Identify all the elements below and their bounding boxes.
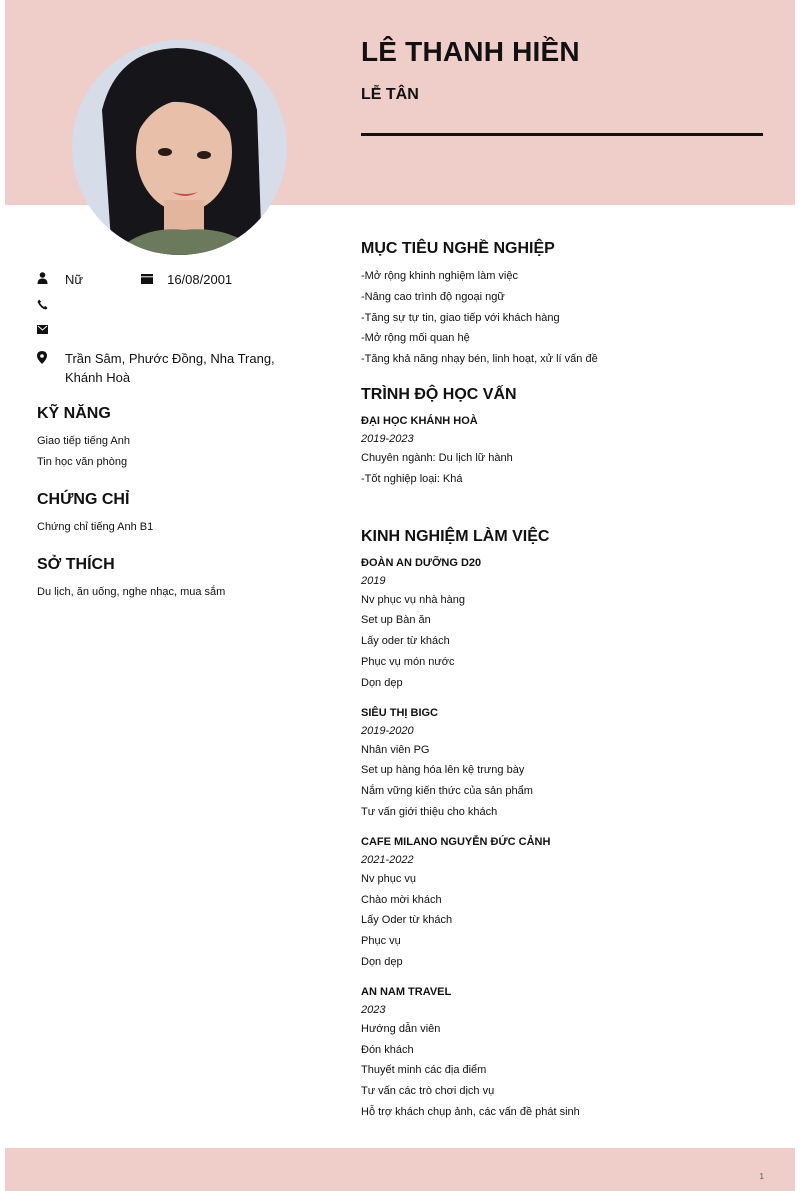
objective-item: -Tăng khả năng nhạy bén, linh hoạt, xử lí vấn đề — [361, 353, 598, 366]
phone-row — [37, 297, 327, 315]
job-entry — [361, 983, 781, 1123]
footer-band — [5, 1148, 795, 1191]
email-row — [37, 323, 327, 341]
education-title: TRÌNH ĐỘ HỌC VẤN — [361, 385, 517, 403]
experience-title: KINH NGHIỆM LÀM VIỆC — [361, 527, 550, 545]
job-duty: Set up Bàn ăn — [361, 614, 431, 627]
job-duty: Tư vấn các trò chơi dịch vụ — [361, 1085, 495, 1098]
job-duty: Nắm vững kiến thức của sản phẩm — [361, 785, 533, 798]
header-divider — [361, 133, 763, 136]
profile-photo-illustration — [72, 40, 287, 255]
education-line: Chuyên ngành: Du lịch lữ hành — [361, 451, 513, 464]
objective-item: -Tăng sự tự tin, giao tiếp với khách hàng — [361, 311, 560, 324]
skill-item: Tin học văn phòng — [37, 456, 128, 468]
job-duty: Set up hàng hóa lên kệ trưng bày — [361, 764, 525, 777]
job-org: ĐOÀN AN DƯỠNG D20 — [361, 556, 482, 569]
job-period: 2023 — [361, 1003, 386, 1016]
job-duty: Hướng dẫn viên — [361, 1022, 441, 1035]
profile-photo — [72, 40, 287, 255]
hobbies-title: SỞ THÍCH — [37, 556, 115, 573]
job-duty: Chào mời khách — [361, 893, 442, 906]
address-text: Trần Sâm, Phước Đồng, Nha Trang, Khánh Hoà — [65, 351, 275, 385]
job-duty: Nv phục vụ nhà hàng — [361, 593, 465, 606]
job-duty: Phục vụ — [361, 935, 401, 948]
job-entry — [361, 704, 781, 823]
objective-item: -Nâng cao trình độ ngoại ngữ — [361, 290, 505, 303]
job-duty: Nv phục vụ — [361, 872, 417, 885]
person-icon — [37, 270, 65, 284]
gender-text: Nữ — [65, 272, 84, 287]
hobbies-text: Du lịch, ăn uống, nghe nhạc, mua sắm — [37, 586, 226, 598]
objective-item: -Mở rộng mối quan hệ — [361, 332, 470, 345]
envelope-icon — [37, 323, 65, 334]
right-column — [361, 240, 781, 1133]
skills-title: KỸ NĂNG — [37, 405, 111, 422]
job-duty: Đón khách — [361, 1043, 414, 1056]
job-duty: Nhân viên PG — [361, 743, 430, 756]
job-duty: Thuyết minh các địa điểm — [361, 1064, 487, 1077]
phone-icon — [37, 297, 65, 310]
job-duty: Dọn dẹp — [361, 676, 403, 689]
page-number: 1 — [759, 1172, 764, 1181]
job-duty: Hỗ trợ khách chụp ảnh, các vấn đề phát sinh — [361, 1105, 580, 1118]
job-duty: Phục vụ món nước — [361, 655, 455, 668]
job-entry — [361, 833, 781, 973]
job-org: CAFE MILANO NGUYỄN ĐỨC CẢNH — [361, 835, 551, 848]
left-column — [37, 270, 327, 603]
location-pin-icon — [37, 349, 65, 364]
school-name: ĐẠI HỌC KHÁNH HOÀ — [361, 414, 478, 427]
education-line: -Tốt nghiệp loại: Khá — [361, 472, 463, 485]
skill-item: Giao tiếp tiếng Anh — [37, 435, 130, 447]
job-period: 2019-2020 — [361, 724, 414, 737]
job-title: LỄ TÂN — [361, 86, 419, 103]
job-duty: Lấy oder từ khách — [361, 635, 450, 648]
job-period: 2019 — [361, 574, 386, 587]
certificates-title: CHỨNG CHỈ — [37, 491, 130, 508]
gender-birthdate-row — [37, 270, 327, 289]
job-duty: Dọn dẹp — [361, 955, 403, 968]
candidate-name: LÊ THANH HIỀN — [361, 36, 580, 67]
job-duty: Tư vấn giới thiệu cho khách — [361, 805, 498, 818]
job-org: AN NAM TRAVEL — [361, 985, 452, 998]
education-period: 2019-2023 — [361, 432, 414, 445]
certificate-item: Chứng chỉ tiếng Anh B1 — [37, 521, 154, 533]
job-entry — [361, 554, 781, 694]
address-row — [37, 349, 327, 387]
objective-item: -Mở rộng khinh nghiệm làm việc — [361, 270, 518, 282]
job-org: SIÊU THỊ BIGC — [361, 706, 439, 719]
calendar-icon — [141, 270, 167, 287]
job-period: 2021-2022 — [361, 853, 414, 866]
objective-title: MỤC TIÊU NGHỀ NGHIỆP — [361, 240, 555, 257]
job-duty: Lấy Oder từ khách — [361, 914, 453, 927]
birthdate-text: 16/08/2001 — [167, 272, 233, 287]
